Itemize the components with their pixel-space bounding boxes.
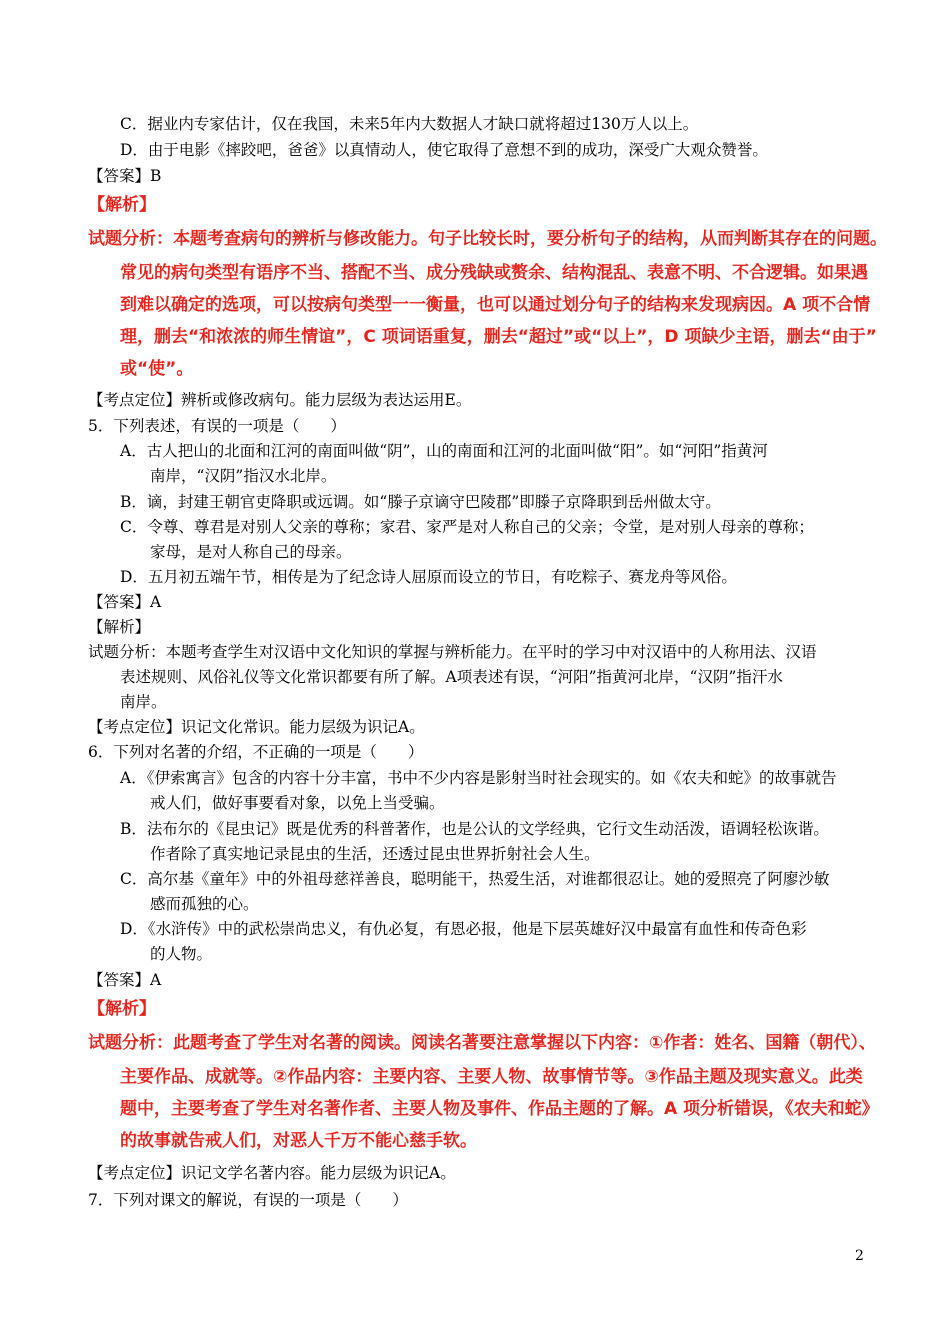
q6-kaodian: 【考点定位】识记文学名著内容。能力层级为识记A。 [88, 1164, 456, 1182]
q5-option-b: B．谪，封建王朝官吏降职或远调。如“滕子京谪守巴陵郡”即滕子京降职到岳州做太守。 [120, 493, 721, 511]
q6-option-a-cont: 戒人们，做好事要看对象，以免上当受骗。 [150, 794, 445, 812]
q5-option-a-cont: 南岸，“汉阴”指汉水北岸。 [150, 467, 337, 485]
q4-analysis-line: 或“使”。 [120, 359, 194, 379]
q5-analysis-heading: 【解析】 [88, 618, 151, 636]
q6-analysis-line: 试题分析：此题考查了学生对名著的阅读。阅读名著要注意掌握以下内容：①作者：姓名、国籍（朝代）、 [88, 1033, 876, 1053]
q6-analysis-line: 题中，主要考查了学生对名著作者、主要人物及事件、作品主题的了解。A 项分析错误，《农夫和蛇》 [120, 1099, 879, 1119]
q4-analysis-line: 理，删去“和浓浓的师生情谊”，C 项词语重复，删去“超过”或“以上”，D 项缺少主语，删去“由于” [120, 327, 877, 347]
page-number: 2 [855, 1248, 864, 1264]
q6-analysis-line: 的故事就告戒人们，对恶人千万不能心慈手软。 [120, 1131, 477, 1151]
q5-analysis-line: 试题分析：本题考查学生对汉语中文化知识的掌握与辨析能力。在平时的学习中对汉语中的人称用法、汉语 [88, 643, 817, 661]
q5-option-c-cont: 家母，是对人称自己的母亲。 [150, 543, 352, 561]
q6-analysis-line: 主要作品、成就等。②作品内容：主要内容、主要人物、故事情节等。③作品主题及现实意义。此类 [120, 1067, 863, 1087]
q7-stem: 7．下列对课文的解说，有误的一项是（ ） [88, 1191, 408, 1209]
q5-option-a: A．古人把山的北面和江河的南面叫做“阴”，山的南面和江河的北面叫做“阳”。如“河阳”指黄河 [120, 442, 768, 460]
q4-analysis-line: 到难以确定的选项，可以按病句类型一一衡量，也可以通过划分句子的结构来发现病因。A 项不合情 [120, 295, 871, 315]
q6-option-c-cont: 感而孤独的心。 [150, 895, 259, 913]
q5-kaodian: 【考点定位】识记文化常识。能力层级为识记A。 [88, 718, 425, 736]
q6-option-b: B．法布尔的《昆虫记》既是优秀的科普著作，也是公认的文学经典，它行文生动活泼，语调轻松诙谐。 [120, 820, 829, 838]
q5-stem: 5．下列表述，有误的一项是（ ） [88, 417, 346, 435]
q6-answer: 【答案】A [88, 971, 162, 989]
q5-analysis-line: 南岸。 [120, 693, 167, 711]
q6-stem: 6．下列对名著的介绍，不正确的一项是（ ） [88, 743, 424, 761]
q6-option-d-cont: 的人物。 [150, 945, 213, 963]
q4-answer: 【答案】B [88, 167, 162, 185]
q6-option-a: A．《伊索寓言》包含的内容十分丰富，书中不少内容是影射当时社会现实的。如《农夫和蛇》的故事就告 [120, 769, 837, 787]
q4-analysis-line: 试题分析：本题考查病句的辨析与修改能力。句子比较长时，要分析句子的结构，从而判断其存在的问题。 [88, 229, 887, 249]
q4-kaodian: 【考点定位】辨析或修改病句。能力层级为表达运用E。 [88, 391, 472, 409]
q4-analysis-heading: 【解析】 [88, 195, 156, 215]
q4-analysis-line: 常见的病句类型有语序不当、搭配不当、成分残缺或赘余、结构混乱、表意不明、不合逻辑。如果遇 [120, 263, 868, 283]
q5-option-d: D．五月初五端午节，相传是为了纪念诗人屈原而设立的节日，有吃粽子、赛龙舟等风俗。 [120, 568, 737, 586]
q5-analysis-line: 表述规则、风俗礼仪等文化常识都要有所了解。A项表述有误，“河阳”指黄河北岸，“汉阴”指汗水 [120, 668, 783, 686]
q6-option-d: D．《水浒传》中的武松崇尚忠义，有仇必复，有恩必报，他是下层英雄好汉中最富有血性和传奇色彩 [120, 920, 807, 938]
q6-option-c: C．高尔基《童年》中的外祖母慈祥善良，聪明能干，热爱生活，对谁都很忍让。她的爱照亮了阿廖沙敏 [120, 870, 830, 888]
q4-option-d: D．由于电影《摔跤吧，爸爸》以真情动人，使它取得了意想不到的成功，深受广大观众赞誉。 [120, 141, 768, 159]
q5-answer: 【答案】A [88, 593, 162, 611]
q5-option-c: C．令尊、尊君是对别人父亲的尊称；家君、家严是对人称自己的父亲；令堂，是对别人母亲的尊称； [120, 518, 814, 536]
q4-option-c: C．据业内专家估计，仅在我国，未来5年内大数据人才缺口就将超过130万人以上。 [120, 115, 699, 133]
q6-analysis-heading: 【解析】 [88, 999, 156, 1019]
q6-option-b-cont: 作者除了真实地记录昆虫的生活，还透过昆虫世界折射社会人生。 [150, 845, 600, 863]
